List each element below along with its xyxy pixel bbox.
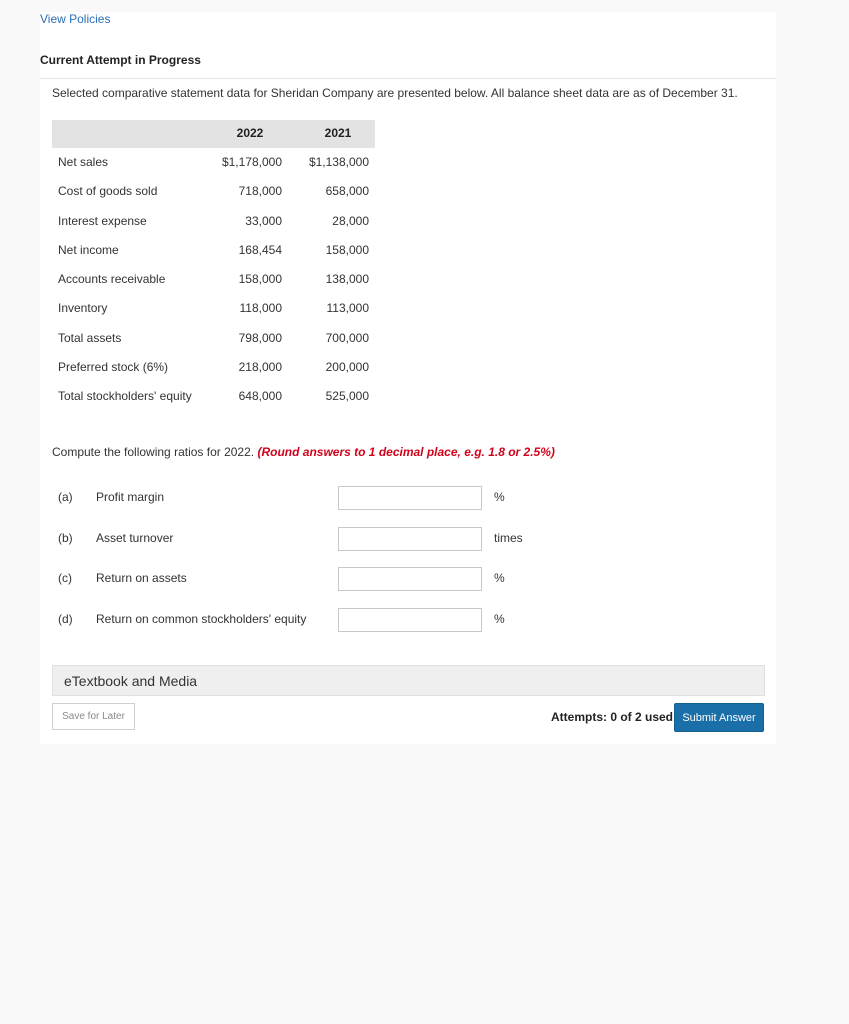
table-row (52, 353, 375, 382)
table-row (52, 265, 375, 294)
intro-text: Selected comparative statement data for Sheridan Company are presented below. All balance sheet data are as of December 31. (52, 86, 738, 100)
value-2021: 113,000 (326, 301, 369, 316)
value-2021: 700,000 (325, 330, 369, 345)
question-row-a (52, 486, 552, 510)
view-policies-link[interactable]: View Policies (40, 12, 111, 26)
asset-turnover-input[interactable] (338, 527, 482, 551)
submit-answer-button[interactable]: Submit Answer (674, 703, 764, 732)
row-label: Preferred stock (6%) (58, 359, 169, 374)
rounding-hint: (Round answers to 1 decimal place, e.g. 1.8 or 2.5%) (257, 445, 555, 459)
question-letter: (a) (58, 490, 73, 504)
table-row (52, 177, 375, 206)
table-header (52, 120, 375, 148)
row-label: Cost of goods sold (58, 184, 158, 199)
table-row (52, 294, 375, 323)
question-label: Profit margin (96, 490, 165, 504)
table-row (52, 324, 375, 353)
column-header-2022: 2022 (236, 126, 264, 140)
compute-instructions (52, 445, 555, 459)
row-label: Net sales (58, 155, 109, 169)
etextbook-label: eTextbook and Media (64, 673, 198, 689)
unit-label: % (494, 612, 505, 626)
question-row-d (52, 608, 552, 632)
row-label: Inventory (58, 301, 108, 316)
return-on-equity-input[interactable] (338, 608, 482, 632)
value-2022: 798,000 (238, 330, 282, 345)
value-2022: 158,000 (238, 272, 282, 286)
return-on-assets-input[interactable] (338, 567, 482, 591)
row-label: Net income (58, 242, 119, 257)
divider (40, 78, 776, 79)
question-label: Asset turnover (96, 531, 174, 545)
etextbook-media-bar[interactable] (52, 665, 765, 696)
value-2022: 118,000 (239, 301, 282, 316)
value-2021: 658,000 (325, 184, 369, 199)
unit-label: % (494, 571, 505, 585)
value-2022: 168,454 (238, 242, 282, 257)
question-letter: (b) (58, 531, 73, 545)
table-row (52, 236, 375, 265)
unit-label: times (494, 531, 523, 545)
value-2022: 718,000 (238, 184, 282, 199)
table-row (52, 382, 375, 411)
value-2021: 158,000 (325, 242, 369, 257)
profit-margin-input[interactable] (338, 486, 482, 510)
value-2021: 28,000 (332, 213, 369, 228)
table-row (52, 148, 375, 177)
value-2021: 525,000 (325, 389, 369, 403)
value-2022: 33,000 (245, 213, 282, 228)
question-label: Return on assets (96, 571, 187, 585)
question-label: Return on common stockholders' equity (96, 612, 307, 626)
question-letter: (c) (58, 571, 72, 585)
question-row-b (52, 527, 552, 551)
value-2021: 200,000 (325, 359, 369, 374)
row-label: Accounts receivable (58, 272, 166, 286)
question-letter: (d) (58, 612, 73, 626)
value-2021: $1,138,000 (308, 155, 369, 169)
table-row (52, 207, 375, 236)
column-header-2021: 2021 (324, 126, 352, 140)
statement-table (52, 120, 375, 411)
attempts-counter: Attempts: 0 of 2 used (551, 710, 674, 724)
row-label: Total assets (58, 330, 122, 345)
attempt-title: Current Attempt in Progress (40, 53, 201, 67)
value-2021: 138,000 (325, 272, 369, 286)
value-2022: 218,000 (238, 359, 282, 374)
row-label: Interest expense (58, 213, 147, 228)
question-row-c (52, 567, 552, 591)
row-label: Total stockholders' equity (58, 389, 192, 403)
unit-label: % (494, 490, 505, 504)
save-for-later-button[interactable]: Save for Later (52, 703, 135, 730)
compute-text: Compute the following ratios for 2022. (52, 445, 255, 459)
value-2022: 648,000 (238, 389, 282, 403)
value-2022: $1,178,000 (221, 155, 282, 169)
